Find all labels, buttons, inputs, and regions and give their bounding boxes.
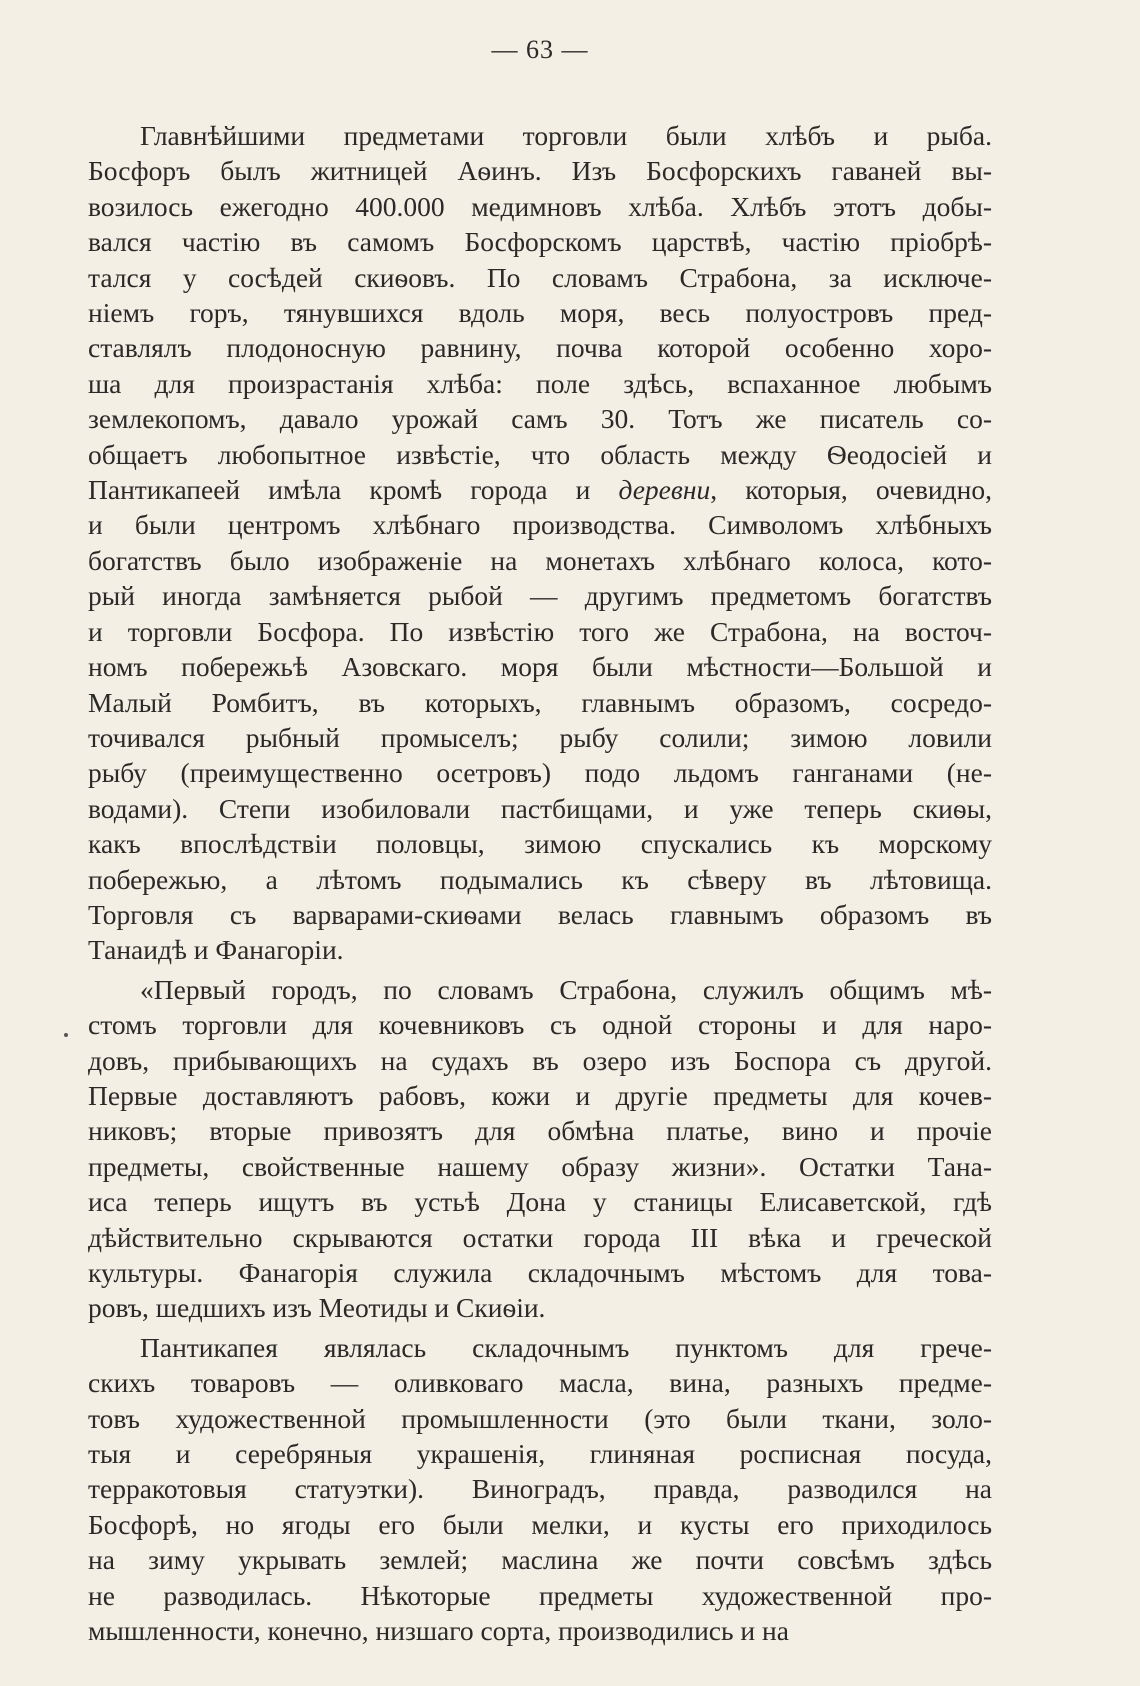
text-line: тался у сосѣдей скиѳовъ. По словамъ Страбона, за исключе- [88, 261, 992, 293]
text-line: и торговли Босфора. По извѣстію того же Страбона, на восточ- [88, 615, 992, 647]
text-line: номъ побережьѣ Азовскаго. моря были мѣстности—Большой и [88, 651, 992, 683]
text-line: и были центромъ хлѣбнаго производства. Символомъ хлѣбныхъ [88, 509, 992, 541]
text-line: землекопомъ, давало урожай самъ 30. Тотъ же писатель со- [88, 403, 992, 435]
text-line: какъ впослѣдствіи половцы, зимою спускались къ морскому [88, 828, 992, 860]
text-line: рыбу (преимущественно осетровъ) подо льдомъ ганганами (не- [88, 757, 992, 789]
text-line: предметы, свойственные нашему образу жизни». Остатки Тана- [88, 1150, 992, 1182]
text-line: стомъ торговли для кочевниковъ съ одной стороны и для наро- [88, 1009, 992, 1041]
paragraph-3 [88, 1330, 992, 1649]
text-line: мышленности, конечно, низшаго сорта, производились и на [88, 1615, 789, 1647]
text-line: никовъ; вторые привозятъ для обмѣна платье, вино и прочіе [88, 1115, 992, 1147]
italic-word: деревни [618, 474, 711, 506]
page-number: — 63 — [491, 35, 589, 64]
margin-mark [64, 1033, 68, 1037]
text-line: Пантикапеей имѣла кромѣ города и деревни, которыя, очевидно, [88, 474, 992, 506]
text-line: на зиму укрывать землей; маслина же почти совсѣмъ здѣсь [88, 1544, 992, 1576]
text-line: точивался рыбный промыселъ; рыбу солили; зимою ловили [88, 721, 992, 753]
text-line: культуры. Фанагорія служила складочнымъ мѣстомъ для това- [88, 1257, 992, 1288]
text-line: Первые доставляютъ рабовъ, кожи и другіе предметы для кочев- [88, 1079, 992, 1111]
text-line: водами). Степи изобиловали пастбищами, и уже теперь скиѳы, [88, 792, 992, 824]
text-line: дѣйствительно скрываются остатки города III вѣка и греческой [88, 1221, 992, 1253]
body-text [88, 118, 992, 1648]
text-line: ніемъ горъ, тянувшихся вдоль моря, весь полуостровъ пред- [88, 297, 992, 329]
text-line: ровъ, шедшихъ изъ Меотиды и Скиѳіи. [88, 1292, 546, 1324]
text-line: Пантикапея являлась складочнымъ пунктомъ для грече- [140, 1331, 992, 1363]
text-line: довъ, прибывающихъ на судахъ въ озеро изъ Боспора съ другой. [88, 1044, 992, 1076]
text-line: иса теперь ищутъ въ устьѣ Дона у станицы Елисаветской, гдѣ [88, 1186, 992, 1218]
text-line: вался частію въ самомъ Босфорскомъ царствѣ, частію пріобрѣ- [88, 226, 992, 258]
text-line: товъ художественной промышленности (это были ткани, золо- [88, 1402, 992, 1434]
text-line: Малый Ромбитъ, въ которыхъ, главнымъ образомъ, сосредо- [88, 686, 992, 718]
text-line: возилось ежегодно 400.000 медимновъ хлѣба. Хлѣбъ этотъ добы- [88, 190, 992, 222]
text-line: ставлялъ плодоносную равнину, почва которой особенно хоро- [88, 332, 992, 364]
text-line: не разводилась. Нѣкоторые предметы художественной про- [88, 1579, 992, 1611]
text-line: Босфоръ былъ житницей Аѳинъ. Изъ Босфорскихъ гаваней вы- [88, 155, 992, 187]
text-line: побережью, а лѣтомъ подымались къ сѣверу въ лѣтовища. [88, 863, 992, 895]
paragraph-2 [88, 972, 992, 1326]
text-line: скихъ товаровъ — оливковаго масла, вина, разныхъ предме- [88, 1367, 992, 1399]
text-line: общаетъ любопытное извѣстіе, что область между Ѳеодосіей и [88, 438, 992, 470]
text-line: рый иногда замѣняется рыбой — другимъ предметомъ богатствъ [88, 580, 992, 612]
text-line: Главнѣйшими предметами торговли были хлѣбъ и рыба. [140, 120, 992, 151]
text-line: Танаидѣ и Фанагоріи. [88, 934, 344, 966]
text-line: тыя и серебряныя украшенія, глиняная росписная посуда, [88, 1438, 992, 1470]
text-line: ша для произрастанія хлѣба: поле здѣсь, вспаханное любымъ [88, 367, 992, 399]
text-line: богатствъ было изображеніе на монетахъ хлѣбнаго колоса, кото- [88, 544, 992, 576]
text-line: Босфорѣ, но ягоды его были мелки, и кусты его приходилось [88, 1508, 992, 1540]
paragraph-1 [88, 118, 992, 968]
text-line: Торговля съ варварами-скиѳами велась главнымъ образомъ въ [88, 898, 992, 930]
text-line: терракотовыя статуэтки). Виноградъ, правда, разводился на [88, 1473, 992, 1505]
text-line: «Первый городъ, по словамъ Страбона, служилъ общимъ мѣ- [140, 973, 992, 1005]
document-page [88, 30, 992, 1648]
